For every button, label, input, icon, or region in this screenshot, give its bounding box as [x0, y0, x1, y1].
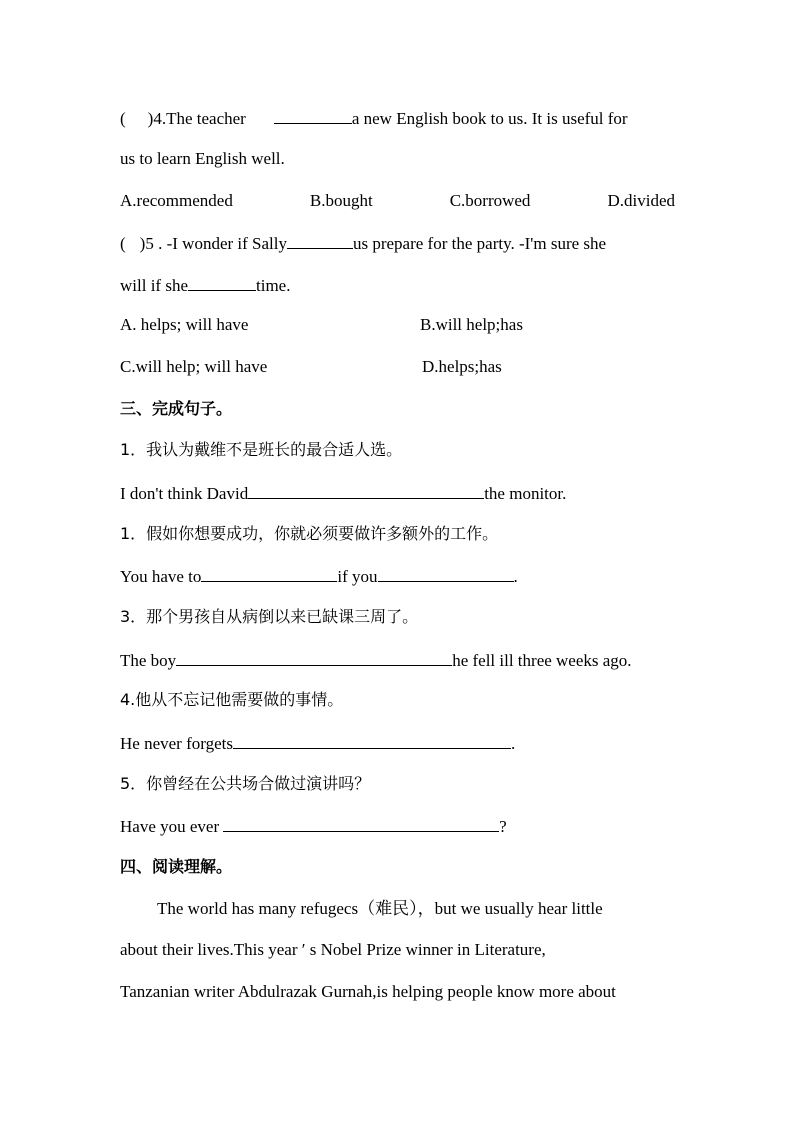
- s3-item3-text-a: The boy: [120, 651, 177, 670]
- q5-stem-a: 5 . -I wonder if Sally: [145, 234, 287, 253]
- passage-line-3: Tanzanian writer Abdulrazak Gurnah,is helping people know more about: [120, 982, 616, 1001]
- s3-item1-text-a: I don't think David: [120, 484, 249, 503]
- q5-paren-open: (: [120, 234, 126, 253]
- s3-item4-text-b: .: [510, 734, 516, 753]
- section3-heading: 三、完成句子。: [120, 399, 233, 418]
- s3-item5-chinese: 5．你曾经在公共场合做过演讲吗？: [120, 774, 371, 793]
- q4-stem-line-2: [120, 148, 675, 170]
- q5-option-c[interactable]: C.will help; will have: [120, 357, 268, 376]
- s3-item1-text-b: the monitor.: [484, 484, 567, 503]
- q4-stem-line-1: [120, 106, 675, 130]
- s3-item1-english: [120, 481, 675, 505]
- q5-stem-d: time.: [256, 276, 291, 295]
- q4-stem-c: us to learn English well.: [120, 149, 285, 168]
- s3-item5-english: [120, 814, 675, 838]
- q5-option-b[interactable]: B.will help;has: [420, 315, 523, 334]
- s3-item3-chinese: 3．那个男孩自从病倒以来已缺课三周了。: [120, 607, 419, 626]
- s3-item4-chinese: 4.他从不忘记他需要做的事情。: [120, 690, 344, 709]
- q5-answer-blank-1[interactable]: [287, 231, 353, 249]
- q5-option-d[interactable]: D.helps;has: [422, 357, 502, 376]
- q4-paren-open: (: [120, 109, 126, 128]
- s3-item2-blank-2[interactable]: [378, 564, 514, 582]
- q4-options: [120, 190, 675, 212]
- q4-stem-b: a new English book to us. It is useful for: [351, 109, 628, 128]
- q4-option-a[interactable]: A.recommended: [120, 191, 233, 210]
- q5-stem-b: us prepare for the party. -I'm sure she: [352, 234, 607, 253]
- q4-paren-close: ): [147, 109, 154, 128]
- s3-item4-text-a: He never forgets: [120, 734, 233, 753]
- q5-answer-blank-2[interactable]: [188, 273, 256, 291]
- q4-option-d[interactable]: D.divided: [607, 191, 675, 210]
- s3-item1-blank[interactable]: [248, 481, 484, 499]
- s3-item5-text-b: ?: [499, 817, 507, 836]
- q5-paren-close: ): [139, 234, 146, 253]
- section4-heading: 四、阅读理解。: [120, 857, 233, 876]
- q5-options-row-1: [120, 314, 675, 336]
- s3-item2-english: [120, 564, 675, 588]
- s3-item5-blank[interactable]: [223, 814, 499, 832]
- q5-options-row-2: [120, 356, 675, 378]
- passage-line-1: The world has many refugecs（难民），but we usually hear little: [157, 899, 603, 918]
- s3-item4-english: [120, 731, 675, 755]
- q4-answer-blank[interactable]: [274, 106, 352, 124]
- s3-item2-text-c: .: [513, 567, 518, 586]
- q5-option-a[interactable]: A. helps; will have: [120, 315, 249, 334]
- q5-stem-line-1: [120, 231, 675, 255]
- s3-item3-blank[interactable]: [176, 648, 452, 666]
- s3-item3-text-b: he fell ill three weeks ago.: [452, 651, 632, 670]
- s3-item4-blank[interactable]: [233, 731, 511, 749]
- s3-item5-text-a: Have you ever: [120, 817, 220, 836]
- s3-item2-chinese: 1．假如你想要成功，你就必须要做许多额外的工作。: [120, 524, 499, 543]
- s3-item2-text-a: You have to: [120, 567, 202, 586]
- q4-option-c[interactable]: C.borrowed: [449, 191, 531, 210]
- s3-item2-text-b: if you: [337, 567, 378, 586]
- s3-item1-chinese: 1．我认为戴维不是班长的最合适人选。: [120, 440, 403, 459]
- s3-item2-blank-1[interactable]: [201, 564, 337, 582]
- q4-option-b[interactable]: B.bought: [309, 191, 373, 210]
- passage-line-2: about their lives.This year ′ s Nobel Prize winner in Literature,: [120, 940, 546, 959]
- s3-item3-english: [120, 648, 675, 672]
- q5-stem-c: will if she: [120, 276, 188, 295]
- q5-stem-line-2: [120, 273, 675, 297]
- q4-stem-a: 4.The teacher: [153, 109, 246, 128]
